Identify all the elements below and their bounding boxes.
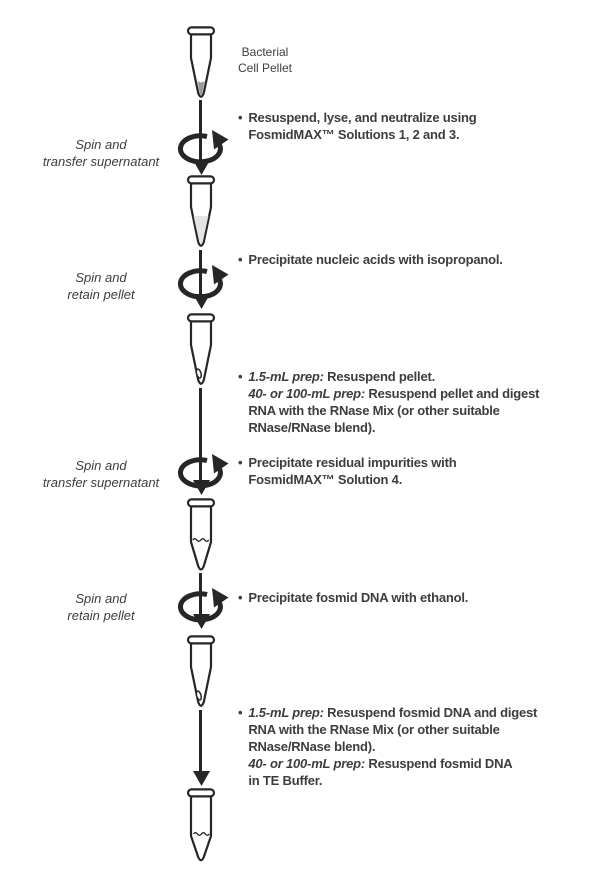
step-annotation-ethanol bbox=[238, 589, 468, 606]
tube-solution-icon bbox=[186, 788, 216, 864]
step-annotation-resuspend-pellet bbox=[238, 368, 539, 436]
annotation-line: 40- or 100-mL prep: Resuspend pellet and digest bbox=[248, 386, 540, 401]
down-arrow-icon bbox=[193, 771, 210, 786]
annotation-line: FosmidMAX™ Solutions 1, 2 and 3. bbox=[248, 127, 460, 142]
spin-label-transfer-supernatant bbox=[2, 136, 200, 170]
spin-label-line: Spin and bbox=[75, 458, 127, 473]
step-annotation-solution4 bbox=[238, 454, 456, 488]
tube-bacterial-pellet-icon bbox=[186, 26, 216, 102]
bullet-marker: • bbox=[238, 705, 243, 720]
spin-label-transfer-supernatant bbox=[2, 457, 200, 491]
start-tube-caption bbox=[226, 44, 304, 76]
caption-line: Cell Pellet bbox=[237, 61, 293, 75]
annotation-line: RNA with the RNase Mix (or other suitable bbox=[248, 403, 500, 418]
annotation-line: Precipitate nucleic acids with isopropanol. bbox=[248, 252, 503, 267]
annotation-line: RNase/RNase blend). bbox=[248, 739, 376, 754]
tube-solution-icon bbox=[186, 498, 216, 574]
tube-pellet-icon bbox=[186, 635, 216, 711]
annotation-line: Resuspend, lyse, and neutralize using bbox=[248, 110, 477, 125]
annotation-line: in TE Buffer. bbox=[248, 773, 323, 788]
annotation-line: 1.5-mL prep: Resuspend fosmid DNA and digest bbox=[248, 705, 538, 720]
bullet-marker: • bbox=[238, 369, 243, 384]
spin-label-line: retain pellet bbox=[67, 608, 135, 623]
spin-label-retain-pellet bbox=[2, 269, 200, 303]
bullet-marker: • bbox=[238, 252, 243, 267]
annotation-line: 1.5-mL prep: Resuspend pellet. bbox=[248, 369, 436, 384]
spin-label-line: transfer supernatant bbox=[42, 475, 160, 490]
annotation-line: RNase/RNase blend). bbox=[248, 420, 376, 435]
bullet-marker: • bbox=[238, 110, 243, 125]
spin-label-line: Spin and bbox=[75, 270, 127, 285]
bullet-marker: • bbox=[238, 455, 243, 470]
step-annotation-lyse bbox=[238, 109, 476, 143]
annotation-line: Precipitate residual impurities with bbox=[248, 455, 457, 470]
spin-label-line: transfer supernatant bbox=[42, 154, 160, 169]
annotation-line: FosmidMAX™ Solution 4. bbox=[248, 472, 403, 487]
annotation-line: 40- or 100-mL prep: Resuspend fosmid DNA bbox=[248, 756, 513, 771]
annotation-line: RNA with the RNase Mix (or other suitable bbox=[248, 722, 500, 737]
step-annotation-final-resuspend bbox=[238, 704, 537, 789]
spin-label-line: retain pellet bbox=[67, 287, 135, 302]
spin-label-line: Spin and bbox=[75, 137, 127, 152]
bullet-marker: • bbox=[238, 590, 243, 605]
tube-liquid-icon bbox=[186, 175, 216, 251]
spin-label-retain-pellet bbox=[2, 590, 200, 624]
caption-line: Bacterial bbox=[241, 45, 289, 59]
step-annotation-isopropanol bbox=[238, 251, 503, 268]
spin-label-line: Spin and bbox=[75, 591, 127, 606]
annotation-line: Precipitate fosmid DNA with ethanol. bbox=[248, 590, 469, 605]
flow-line bbox=[199, 710, 202, 773]
tube-pellet-icon bbox=[186, 313, 216, 389]
